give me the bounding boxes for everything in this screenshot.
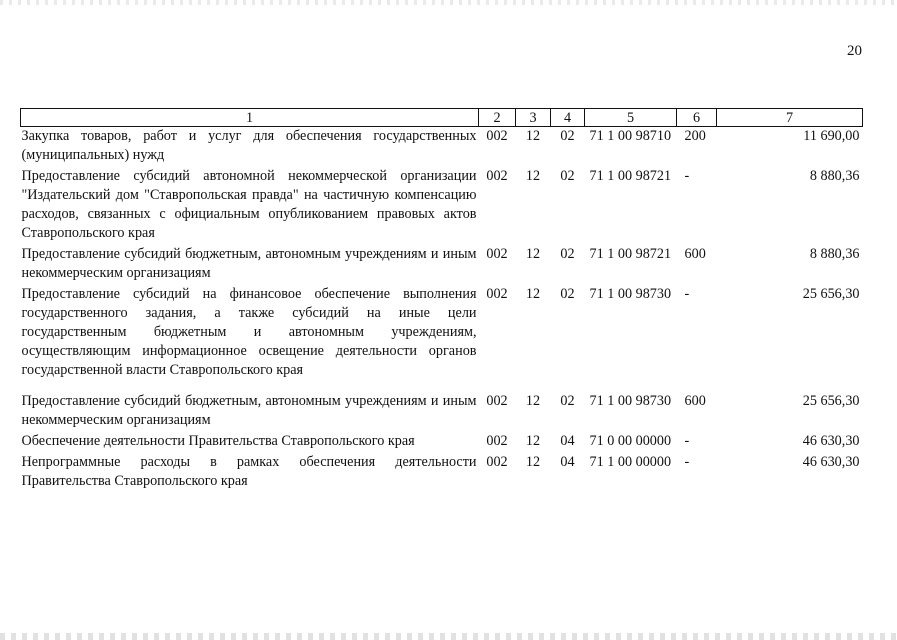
- column-header-rz: 3: [516, 109, 551, 127]
- row-pr: 02: [560, 168, 575, 184]
- row-vr: -: [684, 286, 690, 302]
- row-name: Предоставление субсидий бюджетным, автономным учреждениям и иным некоммерческим организациям: [21, 246, 477, 281]
- row-rz: 12: [525, 393, 541, 409]
- budget-table: [20, 108, 863, 493]
- row-name: Непрограммные расходы в рамках обеспечения деятельности Правительства Ставропольского края: [21, 454, 477, 489]
- table-row: [21, 127, 863, 168]
- row-rz: 12: [525, 286, 541, 302]
- row-vr: -: [684, 168, 690, 184]
- row-csr: 71 0 00 00000: [589, 433, 672, 449]
- row-pr: 02: [560, 393, 575, 409]
- table-row: [21, 245, 863, 285]
- row-pr: 04: [560, 433, 575, 449]
- table-header-row: [21, 109, 863, 127]
- row-amount: 25 656,30: [802, 286, 860, 302]
- table-row: [21, 432, 863, 453]
- row-name: Предоставление субсидий бюджетным, автономным учреждениям и иным некоммерческим организациям: [21, 393, 477, 428]
- table-row: [21, 453, 863, 493]
- row-rz: 12: [525, 246, 541, 262]
- row-ved: 002: [486, 286, 508, 302]
- row-rz: 12: [525, 168, 541, 184]
- column-header-csr: 5: [585, 109, 677, 127]
- row-csr: 71 1 00 98721: [589, 168, 672, 184]
- row-csr: 71 1 00 98721: [589, 246, 672, 262]
- column-header-name: 1: [21, 109, 479, 127]
- column-header-amount: 7: [717, 109, 863, 127]
- row-amount: 46 630,30: [802, 433, 860, 449]
- row-amount: 25 656,30: [802, 393, 860, 409]
- row-name: Предоставление субсидий автономной некоммерческой организации "Издательский дом "Ставропольская правда" на частичную компенсацию расходов, связанных с официальным опубликованием правовых актов Ставропольского края: [21, 168, 477, 241]
- column-header-vr: 6: [677, 109, 717, 127]
- row-vr: -: [684, 433, 690, 449]
- row-name: Обеспечение деятельности Правительства Ставропольского края: [21, 433, 415, 449]
- row-amount: 8 880,36: [809, 246, 860, 262]
- row-pr: 02: [560, 128, 575, 144]
- row-pr: 04: [560, 454, 575, 470]
- row-vr: 600: [684, 246, 706, 262]
- column-header-pr: 4: [551, 109, 585, 127]
- row-csr: 71 1 00 98730: [589, 393, 672, 409]
- table-row: [21, 167, 863, 245]
- row-ved: 002: [486, 393, 508, 409]
- row-csr: 71 1 00 00000: [589, 454, 672, 470]
- scan-artifact-bottom: [0, 633, 897, 640]
- page-number: 20: [847, 43, 862, 59]
- row-ved: 002: [486, 454, 508, 470]
- row-vr: -: [684, 454, 690, 470]
- row-ved: 002: [486, 246, 508, 262]
- row-csr: 71 1 00 98710: [589, 128, 672, 144]
- table-row: [21, 285, 863, 382]
- row-pr: 02: [560, 286, 575, 302]
- row-vr: 600: [684, 393, 706, 409]
- row-name: Предоставление субсидий на финансовое обеспечение выполнения государственного задания, а также субсидий на иные цели государственным бюджетным и автономным учреждениям, осуществляющим информационное освещение деятельности органов государственной власти Ставропольского края: [21, 286, 477, 378]
- row-csr: 71 1 00 98730: [589, 286, 672, 302]
- row-vr: 200: [684, 128, 706, 144]
- scan-artifact-top: [0, 0, 897, 5]
- row-amount: 46 630,30: [802, 454, 860, 470]
- row-pr: 02: [560, 246, 575, 262]
- row-ved: 002: [486, 168, 508, 184]
- row-rz: 12: [525, 128, 541, 144]
- row-amount: 8 880,36: [809, 168, 860, 184]
- column-header-ved: 2: [479, 109, 516, 127]
- row-rz: 12: [525, 433, 541, 449]
- row-ved: 002: [486, 128, 508, 144]
- row-amount: 11 690,00: [803, 128, 860, 144]
- row-ved: 002: [486, 433, 508, 449]
- row-name: Закупка товаров, работ и услуг для обеспечения государственных (муниципальных) нужд: [21, 128, 477, 163]
- row-rz: 12: [525, 454, 541, 470]
- table-row: [21, 382, 863, 432]
